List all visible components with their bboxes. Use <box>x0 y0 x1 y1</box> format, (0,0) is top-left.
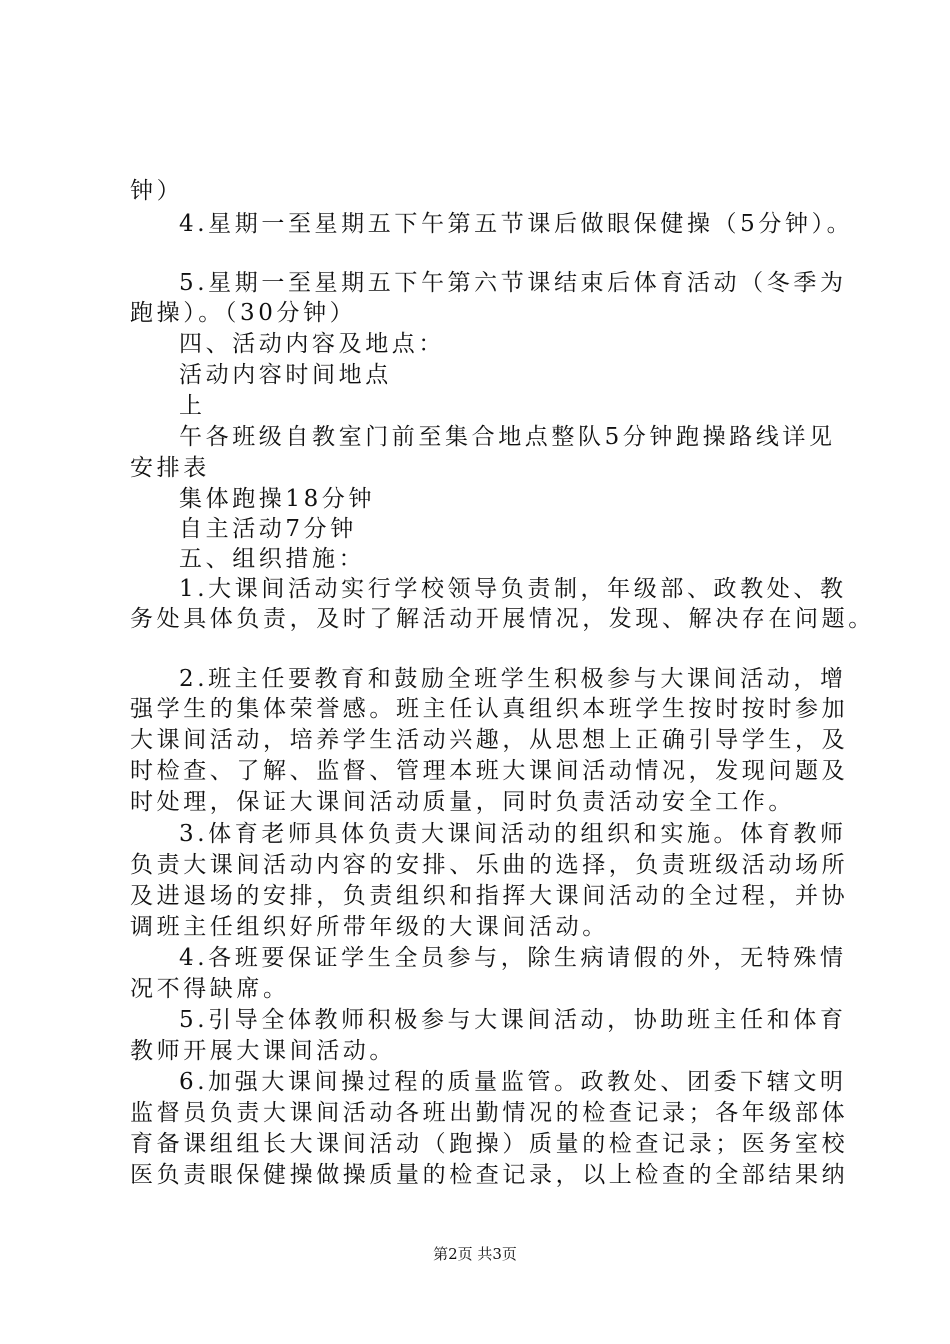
text-line: 跑操）。（30分钟） <box>130 300 357 326</box>
text-line: 1.大课间活动实行学校领导负责制，年级部、政教处、教 <box>179 576 847 602</box>
text-line: 集体跑操18分钟 <box>179 486 376 512</box>
text-line: 时处理，保证大课间活动质量，同时负责活动安全工作。 <box>130 789 795 815</box>
text-line: 时检查、了解、监督、管理本班大课间活动情况，发现问题及 <box>130 758 849 784</box>
text-line: 3.体育老师具体负责大课间活动的组织和实施。体育教师 <box>179 821 847 847</box>
text-line: 负责大课间活动内容的安排、乐曲的选择，负责班级活动场所 <box>130 852 849 878</box>
text-line: 强学生的集体荣誉感。班主任认真组织本班学生按时按时参加 <box>130 696 849 722</box>
page-number-footer: 第2页 共3页 <box>433 1245 517 1263</box>
text-line: 务处具体负责，及时了解活动开展情况，发现、解决存在问题。 <box>130 606 875 632</box>
text-line: 2.班主任要教育和鼓励全班学生积极参与大课间活动，增 <box>179 666 847 692</box>
text-line: 调班主任组织好所带年级的大课间活动。 <box>130 914 609 940</box>
section-heading: 五、组织措施： <box>179 546 366 572</box>
text-line: 5.引导全体教师积极参与大课间活动，协助班主任和体育 <box>179 1007 847 1033</box>
text-line: 6.加强大课间操过程的质量监管。政教处、团委下辖文明 <box>179 1069 847 1095</box>
text-line: 及进退场的安排，负责组织和指挥大课间活动的全过程，并协 <box>130 883 849 909</box>
text-line: 上 <box>179 393 206 419</box>
text-line: 自主活动7分钟 <box>179 516 357 542</box>
text-line: 医负责眼保健操做操质量的检查记录，以上检查的全部结果纳 <box>130 1162 849 1188</box>
text-line: 午各班级自教室门前至集合地点整队5分钟跑操路线详见 <box>179 424 836 450</box>
text-line: 大课间活动，培养学生活动兴趣，从思想上正确引导学生，及 <box>130 727 849 753</box>
text-line: 教师开展大课间活动。 <box>130 1038 396 1064</box>
text-line: 活动内容时间地点 <box>179 362 392 388</box>
text-line: 5.星期一至星期五下午第六节课结束后体育活动（冬季为 <box>179 270 847 296</box>
text-line: 钟） <box>130 178 184 204</box>
text-line: 育备课组组长大课间活动（跑操）质量的检查记录；医务室校 <box>130 1131 849 1157</box>
text-line: 监督员负责大课间活动各班出勤情况的检查记录；各年级部体 <box>130 1100 849 1126</box>
text-line: 4.各班要保证学生全员参与，除生病请假的外，无特殊情 <box>179 945 847 971</box>
text-line: 4.星期一至星期五下午第五节课后做眼保健操（5分钟）。 <box>179 211 854 237</box>
text-line: 安排表 <box>130 455 210 481</box>
section-heading: 四、活动内容及地点： <box>179 331 445 357</box>
text-line: 况不得缺席。 <box>130 976 290 1002</box>
